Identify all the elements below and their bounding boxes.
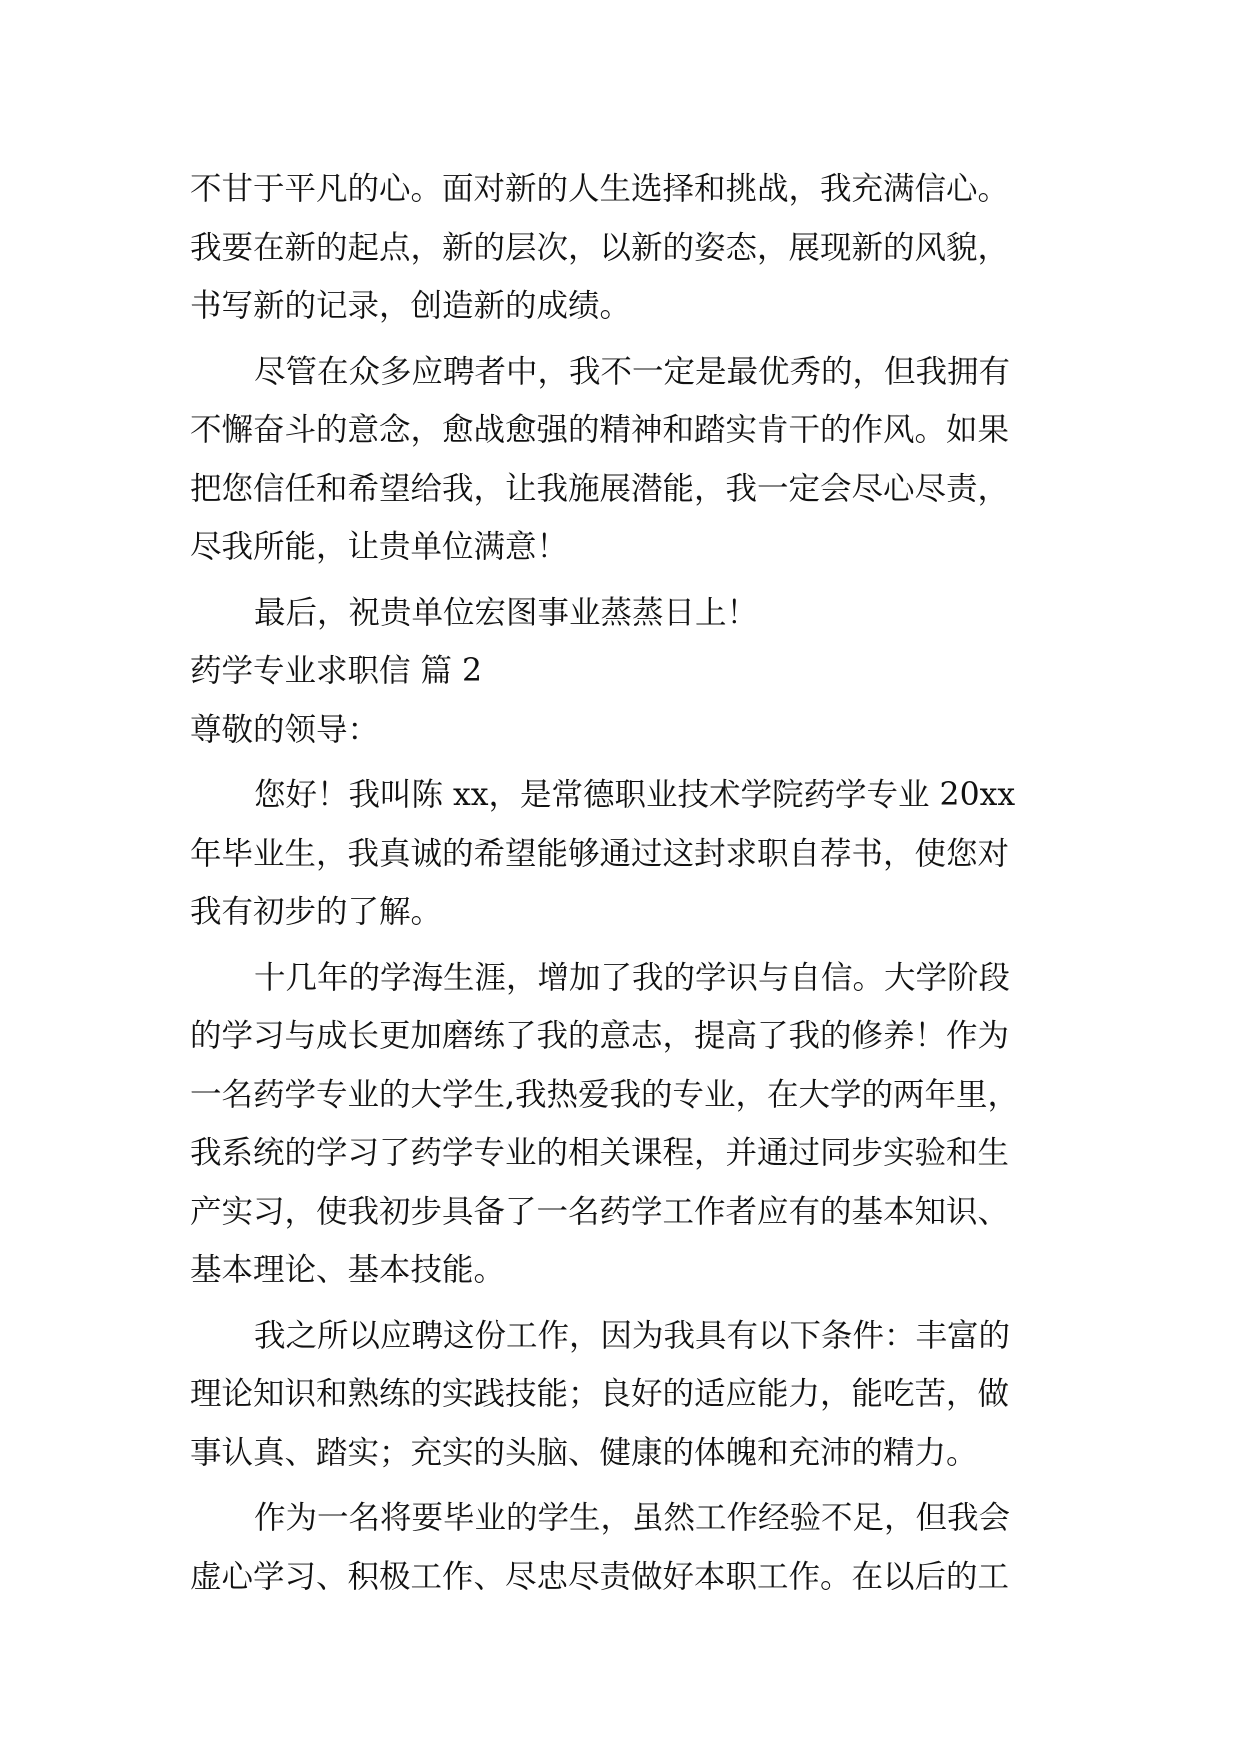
- text-line: 理论知识和熟练的实践技能；良好的适应能力，能吃苦，做: [190, 1376, 1010, 1412]
- text-line: 事认真、踏实；充实的头脑、健康的体魄和充沛的精力。: [190, 1434, 978, 1471]
- paragraph-first-line: 作为一名将要毕业的学生，虽然工作经验不足，但我会: [254, 1500, 1011, 1536]
- text-line: 基本理论、基本技能。: [190, 1252, 506, 1288]
- text-line: 一名药学专业的大学生,我热爱我的专业，在大学的两年里，: [190, 1076, 1020, 1113]
- text-line: 把您信任和希望给我，让我施展潜能，我一定会尽心尽责，: [190, 470, 1010, 507]
- paragraph-first-line: 我之所以应聘这份工作，因为我具有以下条件：丰富的: [254, 1317, 1011, 1354]
- paragraph-first-line: 十几年的学海生涯，增加了我的学识与自信。大学阶段: [254, 959, 1011, 996]
- paragraph-first-line: 您好！我叫陈 xx，是常德职业技术学院药学专业 20xx: [254, 777, 1016, 813]
- document-body: [190, 160, 1060, 1606]
- text-line: 虚心学习、积极工作、尽忠尽责做好本职工作。在以后的工: [190, 1558, 1010, 1595]
- text-line: 的学习与成长更加磨练了我的意志，提高了我的修养！作为: [190, 1018, 1010, 1054]
- text-line: 不甘于平凡的心。面对新的人生选择和挑战，我充满信心。: [190, 171, 1010, 207]
- text-line: 年毕业生，我真诚的希望能够通过这封求职自荐书，使您对: [190, 835, 1010, 872]
- text-line: 药学专业求职信 篇 2: [190, 653, 483, 689]
- paragraph-first-line: 最后，祝贵单位宏图事业蒸蒸日上！: [254, 594, 759, 631]
- paragraph-first-line: 尽管在众多应聘者中，我不一定是最优秀的，但我拥有: [254, 353, 1011, 390]
- text-line: 尊敬的领导：: [190, 711, 380, 748]
- text-line: 我系统的学习了药学专业的相关课程，并通过同步实验和生: [190, 1135, 1010, 1171]
- text-line: 尽我所能，让贵单位满意！: [190, 529, 569, 565]
- text-line: 我要在新的起点，新的层次，以新的姿态，展现新的风貌，: [190, 229, 1010, 266]
- text-line: 产实习，使我初步具备了一名药学工作者应有的基本知识、: [190, 1193, 1010, 1230]
- text-line: 我有初步的了解。: [190, 894, 443, 930]
- text-line: 不懈奋斗的意念，愈战愈强的精神和踏实肯干的作风。如果: [190, 412, 1010, 448]
- text-line: 书写新的记录，创造新的成绩。: [190, 288, 632, 324]
